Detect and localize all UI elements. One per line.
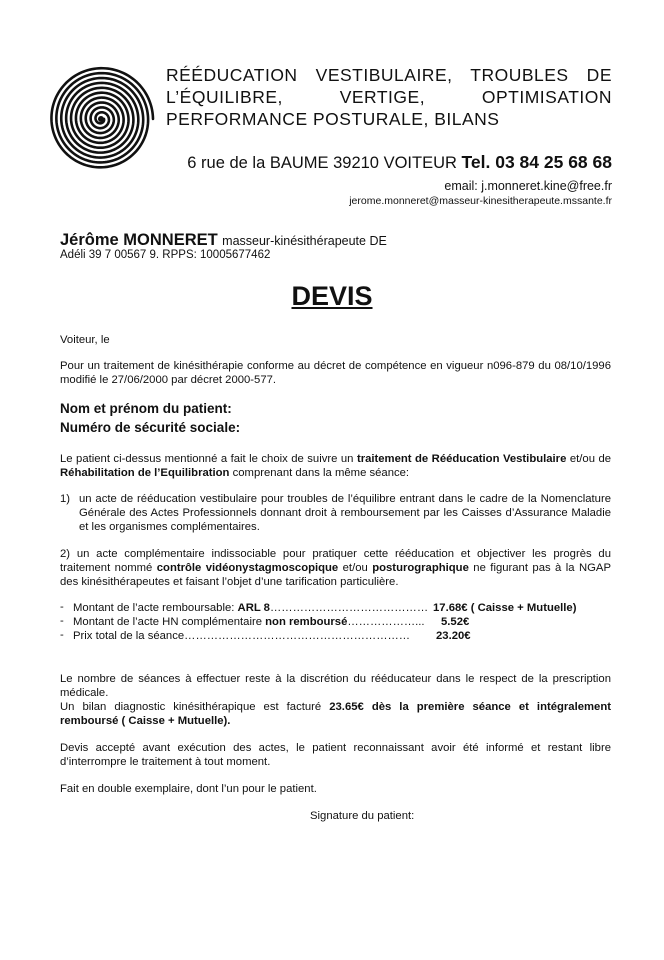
choice-text: Le patient ci-dessus mentionné a fait le choix de suivre un <box>60 453 357 465</box>
document-title: DEVIS <box>291 281 373 311</box>
choice-bold: Réhabilitation de l’Equilibration <box>60 467 230 479</box>
choice-bold: traitement de Rééducation Vestibulaire <box>356 453 567 465</box>
bilan-text: Un bilan diagnostic kinésithérapique est facturé <box>60 701 330 713</box>
practitioner-name: Jérôme MONNERET <box>60 231 218 249</box>
choice-paragraph <box>60 452 611 480</box>
pricing-dots: ………………... <box>347 616 425 628</box>
copies-note: Fait en double exemplaire, dont l’un pour le patient. <box>60 783 317 795</box>
item2-bold: posturographique <box>372 562 469 574</box>
address-line <box>187 152 612 173</box>
mssante-email-line: jerome.monneret@masseur-kinesitherapeute.mssante.fr <box>349 195 612 207</box>
practitioner-role: masseur-kinésithérapeute DE <box>222 234 387 248</box>
pricing-label <box>73 629 410 643</box>
header-title-line: RÉÉDUCATION VESTIBULAIRE, TROUBLES DE <box>166 65 612 85</box>
patient-name-label: Nom et prénom du patient: <box>60 401 232 416</box>
item2-text: 2) un acte complémentaire indissociable pour pratiquer cette rééducation et objectiver les progrès du traitement nommé <box>60 548 611 574</box>
pricing-label-text: Prix total de la séance <box>73 630 185 642</box>
header-title-line: L’ÉQUILIBRE, VERTIGE, OPTIMISATION <box>166 87 612 107</box>
pricing-dash: - <box>60 601 64 613</box>
header-title-line: PERFORMANCE POSTURALE, BILANS <box>166 109 500 129</box>
intro-paragraph: Pour un traitement de kinésithérapie conforme au décret de compétence en vigueur n096-879 du 08/10/1996 modifié le 27/06/2000 par décret 2000-577. <box>60 360 611 386</box>
item2-text: et/ou <box>338 562 373 574</box>
patient-ssn-label: Numéro de sécurité sociale: <box>60 420 241 435</box>
pricing-label-text: Montant de l’acte HN complémentaire <box>73 616 266 628</box>
pricing-dots: …………………………………………………… <box>184 630 411 642</box>
pricing-dash: - <box>60 615 64 627</box>
list-item-2 <box>60 547 611 589</box>
signature-label: Signature du patient: <box>310 810 415 822</box>
item2-text: ne figurant pas à la NGAP des kinésithérapeutes et faisant l’objet d’une tarification particulière. <box>60 562 612 588</box>
item2-bold: contrôle vidéonystagmoscopique <box>156 562 339 574</box>
spiral-logo <box>46 64 156 174</box>
header-title <box>166 64 612 130</box>
list-item-1 <box>60 492 611 534</box>
pricing-amount: 23.20€ <box>436 630 471 642</box>
pricing-dash: - <box>60 629 64 641</box>
acceptance-paragraph: Devis accepté avant exécution des actes, le patient reconnaissant avoir été informé et restant libre d’interrompre le traitement à tout moment. <box>60 742 611 768</box>
phone-number: Tel. 03 84 25 68 68 <box>461 152 612 172</box>
list-item-text: un acte de rééducation vestibulaire pour troubles de l’équilibre entrant dans le cadre de la Nomenclature Générale des Actes Professionnels donnant droit à remboursement par les Caisses d’Assurance Maladie et les organismes complémentaires. <box>79 493 611 533</box>
pricing-label <box>73 601 428 615</box>
pricing-label-bold: non remboursé <box>265 616 348 628</box>
sessions-note: Le nombre de séances à effectuer reste à la discrétion du rééducateur dans le respect de la prescription médicale. <box>60 673 611 699</box>
choice-text: et/ou de <box>566 453 612 465</box>
pricing-amount: 17.68€ ( Caisse + Mutuelle) <box>433 602 577 614</box>
bilan-paragraph <box>60 700 611 728</box>
bilan-bold: 23.65€ dès la première séance et intégralement remboursé ( Caisse + Mutuelle). <box>60 701 612 727</box>
pricing-label <box>73 615 425 629</box>
email-line: email: j.monneret.kine@free.fr <box>444 179 612 193</box>
pricing-amount: 5.52€ <box>441 616 470 628</box>
list-item-number: 1) <box>60 493 71 505</box>
practitioner-ids: Adéli 39 7 00567 9. RPPS: 10005677462 <box>60 249 271 261</box>
pricing-dots: …………………………………… <box>269 602 429 614</box>
pricing-label-bold: ARL 8 <box>237 602 270 614</box>
choice-text: comprenant dans la même séance: <box>229 467 410 479</box>
practitioner <box>60 231 387 250</box>
street-address: 6 rue de la BAUME 39210 VOITEUR <box>187 154 457 172</box>
place-date: Voiteur, le <box>60 334 110 346</box>
pricing-label-text: Montant de l’acte remboursable: <box>73 602 238 614</box>
